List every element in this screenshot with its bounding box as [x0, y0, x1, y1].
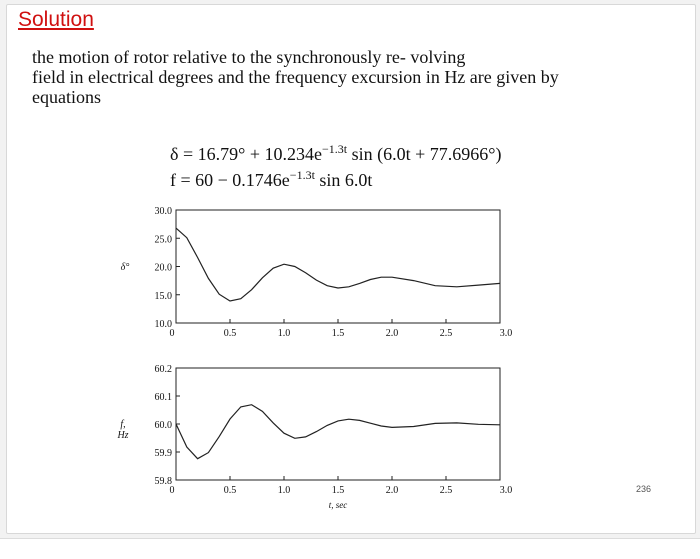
chart-1-xtick-label-1: 0.5 — [223, 485, 237, 496]
solution-heading: Solution — [18, 8, 94, 31]
chart-0-xtick-label-5: 2.5 — [439, 328, 453, 339]
chart-0-ytick-label-2: 20.0 — [154, 262, 172, 274]
delta-eq-exp: −1.3t — [321, 142, 348, 156]
chart-0-ytick-label-0: 30.0 — [154, 206, 172, 217]
chart-1-xtick-label-0: 0 — [169, 485, 175, 496]
page-number: 236 — [636, 484, 652, 494]
chart-0-ytick-label-1: 25.0 — [154, 234, 172, 246]
chart-0-xtick-label-0: 0 — [169, 328, 175, 339]
chart-1-xtick-label-6: 3.0 — [499, 485, 513, 496]
chart-1-xtick-label-3: 1.5 — [331, 485, 345, 496]
delta-eq-rhs: sin (6.0t + 77.6966°) — [347, 144, 502, 164]
intro-line-3: equations — [32, 87, 101, 107]
freq-eq-lhs: f = 60 − 0.1746e — [170, 170, 290, 190]
chart-0-xtick-label-6: 3.0 — [499, 328, 513, 339]
chart-0-series-0-line — [176, 228, 500, 301]
chart-0-xtick-label-2: 1.0 — [277, 328, 291, 339]
chart-1-ytick-label-0: 60.2 — [154, 364, 172, 375]
chart-1-ytick-label-4: 59.8 — [154, 476, 172, 487]
chart-1-frame — [176, 368, 500, 480]
chart-0-ytick-label-4: 10.0 — [154, 319, 172, 330]
bottom-bar — [0, 538, 700, 559]
chart-1-ytick-label-1: 60.1 — [154, 392, 172, 403]
chart-0-ytick-label-3: 15.0 — [154, 290, 172, 302]
chart-1-ylabel-1: Hz — [117, 430, 129, 441]
chart-0-xtick-label-3: 1.5 — [331, 328, 345, 339]
delta-eq-lhs: δ = 16.79° + 10.234e — [170, 144, 322, 164]
chart-1-xlabel: t, sec — [328, 500, 348, 510]
chart-1-series-0-line — [176, 405, 500, 459]
chart-1-ylabel-0: f, — [120, 419, 126, 430]
chart-1-xtick-label-4: 2.0 — [385, 485, 399, 496]
intro-line-1: the motion of rotor relative to the synchronously re- volving — [32, 47, 466, 67]
chart-0-frame — [176, 210, 500, 323]
chart-0-ylabel-0: δ° — [120, 262, 130, 273]
chart-0-xtick-label-1: 0.5 — [223, 328, 237, 339]
chart-1-xtick-label-5: 2.5 — [439, 485, 453, 496]
chart-0-xtick-label-4: 2.0 — [385, 328, 399, 339]
freq-eq-rhs: sin 6.0t — [314, 170, 373, 190]
intro-line-2: field in electrical degrees and the frequency excursion in Hz are given by — [32, 67, 559, 87]
chart-1-ytick-label-3: 59.9 — [154, 448, 172, 459]
chart-1-xtick-label-2: 1.0 — [277, 485, 291, 496]
freq-eq-exp: −1.3t — [289, 168, 315, 182]
chart-1-ytick-label-2: 60.0 — [154, 420, 172, 431]
